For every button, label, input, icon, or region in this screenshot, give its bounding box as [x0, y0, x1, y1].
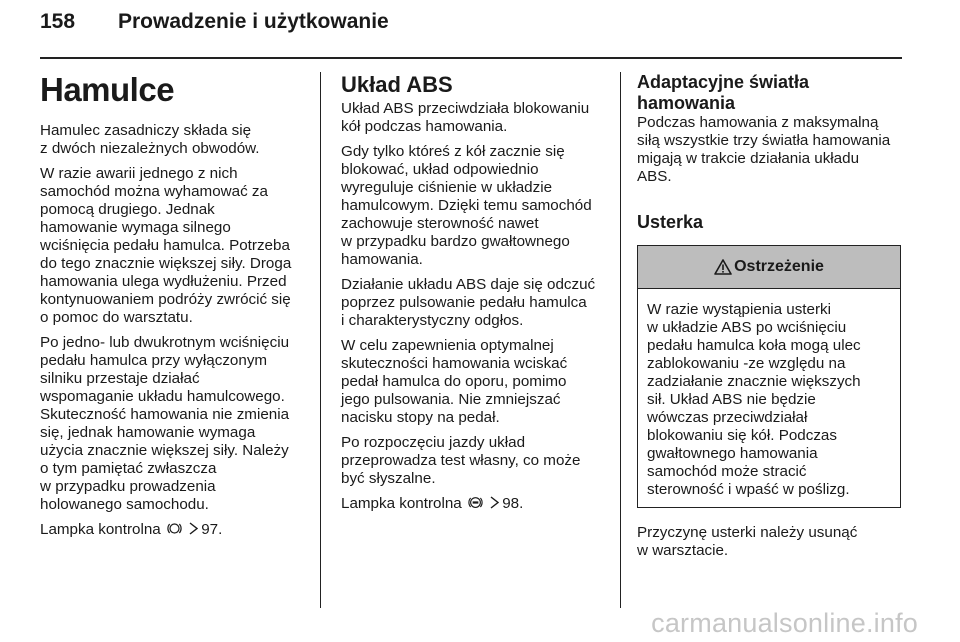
- column-abs: [341, 72, 605, 520]
- subheading-fault: Usterka: [637, 212, 704, 232]
- warning-title: Ostrzeżenie: [734, 258, 824, 275]
- lamp-reference: [40, 521, 312, 539]
- watermark: carmanualsonline.info: [651, 608, 918, 638]
- paragraph: Przyczynę usterki należy usunąć w warsztacie.: [637, 524, 858, 559]
- page-reference-arrow-icon: [490, 496, 499, 509]
- brake-warning-icon: [167, 521, 182, 536]
- abs-warning-icon: [468, 495, 483, 510]
- column-adaptive-lights: [637, 72, 901, 567]
- paragraph: W razie awarii jednego z nich samochód można wyhamować za pomocą drugiego. Jednak hamowanie wymaga silnego wciśnięcia pedału hamulca. Potrzeba do tego znacznie większej siły. Droga hamowania ulega wydłużeniu. Przed kontynuowaniem podróży zwrócić się o pomoc do warsztatu.: [40, 165, 292, 326]
- paragraph: Podczas hamowania z maksymalną siłą wszystkie trzy światła hamowania migają w trakcie działania układu ABS.: [637, 114, 891, 185]
- page-number: 158: [40, 10, 76, 33]
- warning-header: [638, 246, 900, 289]
- paragraph: W celu zapewnienia optymalnej skuteczności hamowania wciskać pedał hamulca do oporu, pomimo jego pulsowania. Nie zmniejszać nacisku stopy na pedał.: [341, 337, 568, 426]
- chapter-title: Prowadzenie i użytkowanie: [118, 10, 389, 33]
- page-header: [40, 10, 389, 34]
- column-divider-1: [320, 72, 321, 608]
- column-divider-2: [620, 72, 621, 608]
- column-brakes: [40, 72, 312, 546]
- page-reference-arrow-icon: [189, 522, 198, 535]
- warning-triangle-icon: [714, 259, 732, 275]
- lamp-reference-label: Lampka kontrolna: [341, 495, 462, 512]
- section-heading-brakes: Hamulce: [40, 71, 175, 108]
- lamp-page-link[interactable]: 98.: [502, 495, 524, 512]
- header-rule: [40, 57, 902, 59]
- section-heading-adaptive-brake-lights: Adaptacyjne światła hamowania: [637, 72, 810, 113]
- paragraph: Hamulec zasadniczy składa się z dwóch niezależnych obwodów.: [40, 122, 260, 157]
- section-heading-abs: Układ ABS: [341, 72, 453, 97]
- warning-box: [637, 245, 901, 508]
- lamp-reference-label: Lampka kontrolna: [40, 521, 161, 538]
- paragraph: Po rozpoczęciu jazdy układ przeprowadza test własny, co może być słyszalne.: [341, 434, 581, 487]
- paragraph: Układ ABS przeciwdziała blokowaniu kół podczas hamowania.: [341, 100, 590, 135]
- paragraph: Działanie układu ABS daje się odczuć poprzez pulsowanie pedału hamulca i charakterystyczny odgłos.: [341, 276, 596, 329]
- paragraph: Po jedno- lub dwukrotnym wciśnięciu pedału hamulca przy wyłączonym silniku przestaje działać wspomaganie układu hamulcowego. Skuteczność hamowania nie zmienia się, jednak hamowanie wymaga użycia znacznie większej siły. Należy o tym pamiętać zwłaszcza w przypadku prowadzenia holowanego samochodu.: [40, 334, 290, 513]
- warning-text: W razie wystąpienia usterki w układzie ABS po wciśnięciu pedału hamulca koła mogą ulec zablokowaniu -ze względu na zadziałanie znacznie większych sił. Układ ABS nie będzie wówczas przeciwdziałał blokowaniu się kół. Podczas gwałtownego hamowania samochód może stracić sterowność i wpaść w poślizg.: [647, 301, 861, 498]
- warning-body: [638, 289, 900, 507]
- paragraph: Gdy tylko któreś z kół zacznie się blokować, układ odpowiednio wyreguluje ciśnienie w układzie hamulcowym. Dzięki temu samochód zachowuje sterowność nawet w przypadku bardzo gwałtownego hamowania.: [341, 143, 592, 268]
- lamp-reference: [341, 495, 605, 513]
- lamp-page-link[interactable]: 97.: [201, 521, 223, 538]
